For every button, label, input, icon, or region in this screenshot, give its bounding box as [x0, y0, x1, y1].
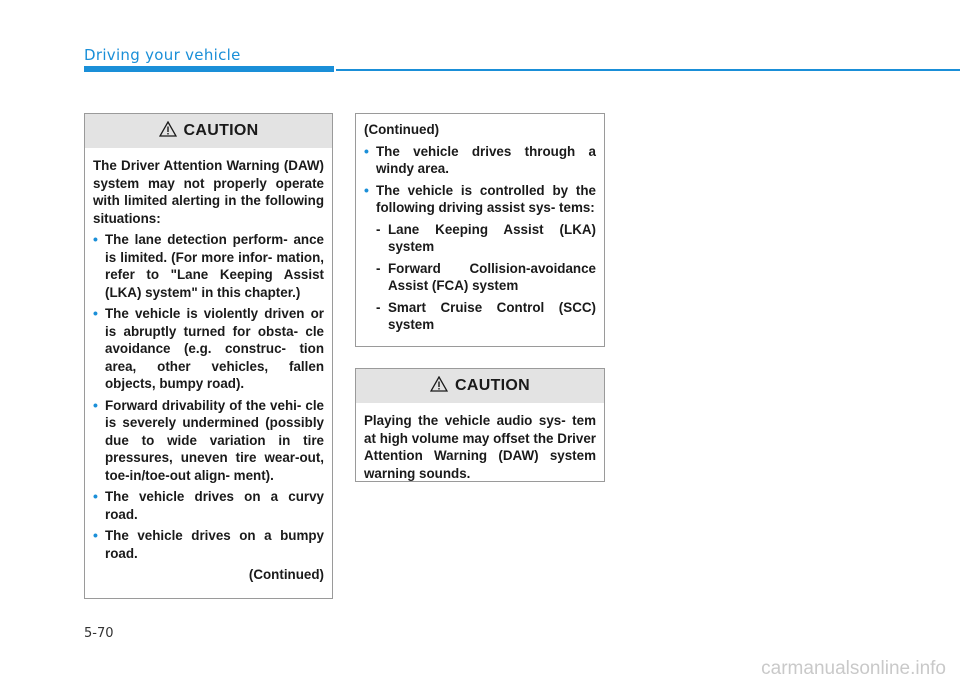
- warning-triangle-icon: [159, 121, 177, 137]
- caution-body: [85, 148, 332, 594]
- caution-box-2: [355, 368, 605, 482]
- warning-triangle-icon: [430, 376, 448, 392]
- continued-bullet: • The vehicle drives through a windy area.: [364, 142, 596, 176]
- continued-body: [356, 114, 604, 344]
- caution-text: Playing the vehicle audio sys- tem at high volume may offset the Driver Attention Warning (DAW) system warning sounds.: [364, 413, 596, 481]
- sub-item: - Smart Cruise Control (SCC) system: [376, 299, 596, 332]
- sub-item: - Lane Keeping Assist (LKA) system: [376, 221, 596, 254]
- continued-label: (Continued): [364, 122, 440, 137]
- continued-bullet: • The vehicle is controlled by the following driving assist sys- tems:: [364, 181, 596, 215]
- header-rule-thin: [336, 69, 960, 71]
- continued-box: [355, 113, 605, 347]
- continued-label: (Continued): [248, 567, 324, 582]
- caution-header: [85, 114, 332, 148]
- caution-bullet: • The vehicle drives on a bumpy road.: [93, 527, 324, 561]
- caution-body: [356, 403, 604, 492]
- page-number: 5-70: [84, 626, 114, 641]
- watermark: carmanualsonline.info: [761, 658, 946, 679]
- caution-header: [356, 369, 604, 403]
- caution-title: CAUTION: [183, 122, 259, 139]
- sub-item: - Forward Collision-avoidance Assist (FCA) system: [376, 260, 596, 293]
- caution-box-1: [84, 113, 333, 599]
- caution-bullet: • The lane detection perform- ance is limited. (For more infor- mation, refer to "Lane Keeping Assist (LKA) system" in this chapter.): [93, 231, 324, 300]
- section-title: Driving your vehicle: [84, 46, 241, 64]
- header-rule-thick: [84, 66, 334, 72]
- caution-intro: The Driver Attention Warning (DAW) system may not properly operate with limited alerting in the following situations:: [93, 158, 324, 226]
- caution-title: CAUTION: [455, 377, 530, 394]
- caution-bullet: • The vehicle drives on a curvy road.: [93, 488, 324, 522]
- caution-bullet: • The vehicle is violently driven or is abruptly turned for obsta- cle avoidance (e.g. construc- tion area, other vehicles, fallen objects, bumpy road).: [93, 305, 324, 391]
- caution-bullet: • Forward drivability of the vehi- cle is severely undermined (possibly due to wide variation in tire pressures, uneven tire wear-out, toe-in/toe-out align- ment).: [93, 396, 324, 483]
